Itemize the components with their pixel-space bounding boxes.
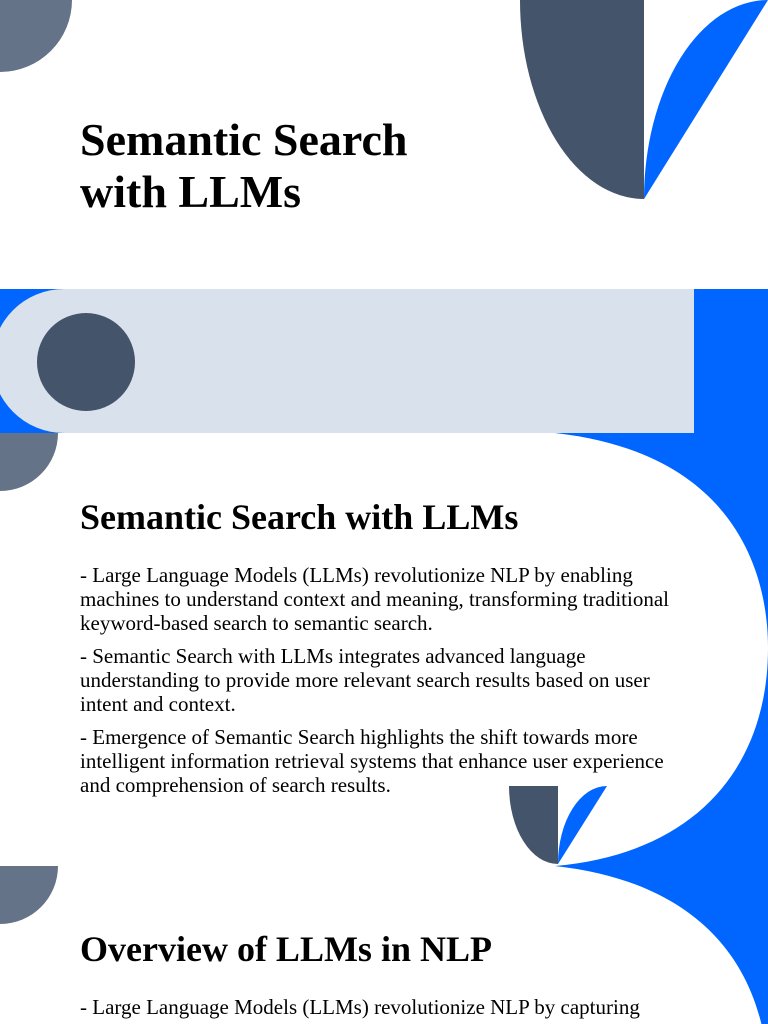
corner-quarter-circle [0,0,72,72]
bullet-item: - Large Language Models (LLMs) revolutionize NLP by capturing [80,995,640,1019]
content-slide-1 [0,433,768,866]
section-slide-decoration [0,289,768,433]
leaf-left-shape [520,0,644,199]
leaf-right-shape [644,0,768,199]
slide-title: Semantic Search with LLMs [80,114,408,217]
bullet-item: - Emergence of Semantic Search highlights the shift towards more intelligent information retrieval systems that enhance user experience and comprehension of search results. [80,725,664,797]
section-slide [0,289,768,433]
dark-circle [37,313,135,411]
bullet-list [80,995,690,1024]
bullet-item: - Semantic Search with LLMs integrates advanced language understanding to provide more relevant search results based on user intent and context. [80,644,650,716]
blue-arch-shape [694,289,768,433]
bullet-list [80,563,690,806]
title-slide [0,0,768,289]
slide-heading: Semantic Search with LLMs [80,497,519,537]
content-slide-2 [0,866,768,1024]
bullet-item: - Large Language Models (LLMs) revolutionize NLP by enabling machines to understand context and meaning, transforming traditional keyword-based search to semantic search. [80,563,670,635]
slide-heading: Overview of LLMs in NLP [80,929,492,969]
